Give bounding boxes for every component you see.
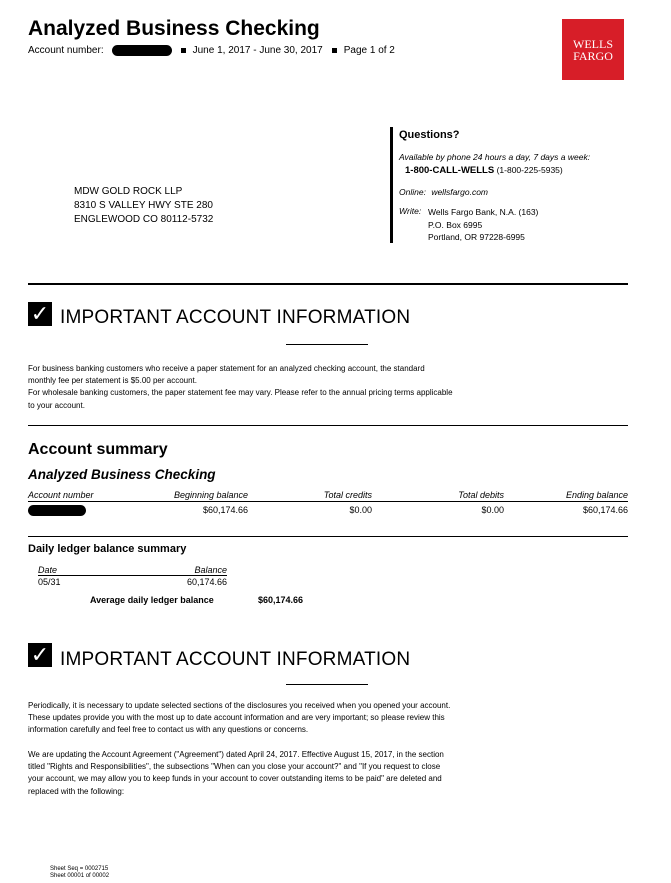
text-line: monthly fee per statement is $5.00 per account. [28,376,197,386]
bullet-square [332,48,337,53]
cell-balance: 60,174.66 [186,577,227,587]
table-header [28,490,628,502]
account-summary-table [28,490,628,518]
col-balance: Balance [194,565,227,575]
statement-period: June 1, 2017 - June 30, 2017 [192,45,323,56]
statement-title: Analyzed Business Checking [28,17,320,40]
cell-total-debits: $0.00 [481,505,504,515]
redacted-account-number [28,505,86,516]
average-balance-value: $60,174.66 [258,595,304,605]
address-line: ENGLEWOOD CO 80112-5732 [74,214,214,225]
daily-ledger-table [38,565,227,587]
text-line: titled "Rights and Responsibilities", the subsections "When can you close your account?" and "If you request to close [28,762,441,772]
text-line: We are updating the Account Agreement ("Agreement") dated April 24, 2017. Effective August 15, 2017, in the section [28,750,444,759]
cell-beginning-balance: $60,174.66 [202,505,248,515]
short-rule [286,684,368,685]
section-divider [28,425,628,426]
col-total-debits: Total debits [458,490,504,500]
text-line: replaced with the following: [28,786,125,796]
phone-digits: (1-800-225-5935) [496,165,563,175]
important-info-heading: IMPORTANT ACCOUNT INFORMATION [60,307,411,328]
cell-ending-balance: $60,174.66 [582,505,628,515]
questions-box [390,127,639,243]
table-row [38,576,227,587]
sheet-sequence [50,866,109,880]
online-line [399,187,639,197]
col-date: Date [38,565,58,575]
col-ending-balance: Ending balance [565,490,628,500]
online-url: wellsfargo.com [431,187,488,197]
section-divider [28,283,628,285]
address-line: MDW GOLD ROCK LLP [74,186,183,197]
write-address [428,206,538,244]
write-address-line: P.O. Box 6995 [428,219,483,230]
page-indicator: Page 1 of 2 [343,45,395,56]
write-address-line: Portland, OR 97228-6995 [428,232,525,242]
important-info-text [28,700,498,737]
phone-number: 1-800-CALL-WELLS [405,165,495,176]
checkmark-icon: ✓ [28,302,52,326]
daily-ledger-title: Daily ledger balance summary [28,543,187,555]
cell-date: 05/31 [38,577,61,587]
checkmark-icon: ✓ [28,643,52,667]
account-line [28,45,395,56]
account-summary-subtitle: Analyzed Business Checking [28,467,216,482]
text-line: your account, we may allow you to keep funds in your account to cover outstanding items to be paid" are deleted and [28,774,442,784]
write-address-line: Wells Fargo Bank, N.A. (163) [428,207,539,217]
text-line: For business banking customers who receive a paper statement for an analyzed checking account, the standard [28,364,425,373]
cell-total-credits: $0.00 [349,505,372,515]
phone-line [399,165,639,176]
logo-line2: FARGO [573,48,613,63]
average-balance-label: Average daily ledger balance [90,595,214,605]
text-line: For wholesale banking customers, the paper statement fee may vary. Please refer to the annual pricing terms applicable [28,388,453,398]
mailing-address [74,185,213,227]
col-account-number: Account number [28,490,94,500]
table-header [38,565,227,576]
cell-account-number [28,505,143,518]
account-number-label: Account number: [28,45,104,56]
address-line: 8310 S VALLEY HWY STE 280 [74,200,213,211]
sheet-number: Sheet 00001 of 00002 [50,873,110,879]
write-label: Write: [399,206,422,216]
important-info-text [28,749,498,798]
redacted-account-number [112,45,172,56]
col-beginning-balance: Beginning balance [173,490,248,500]
online-label: Online: [399,187,426,197]
text-line: information carefully and feel free to contact us with any questions or concerns. [28,725,309,735]
account-summary-title: Account summary [28,441,168,458]
bullet-square [181,48,186,53]
table-row [28,502,628,518]
logo-line1: WELLS [573,36,613,51]
text-line: These updates provide you with the most up to date account information and are very important; so please review this [28,713,445,723]
short-rule [286,344,368,345]
write-block [399,206,639,244]
section-divider [28,536,628,537]
col-total-credits: Total credits [323,490,372,500]
text-line: to your account. [28,400,85,410]
important-info-heading: IMPORTANT ACCOUNT INFORMATION [60,649,411,670]
important-info-text [28,363,498,412]
sheet-seq: Sheet Seq = 0002715 [50,866,109,872]
availability-text: Available by phone 24 hours a day, 7 days a week: [399,152,591,162]
text-line: Periodically, it is necessary to update selected sections of the disclosures you received when you opened your account. [28,701,451,710]
wells-fargo-logo [562,19,624,80]
questions-title: Questions? [399,129,460,141]
